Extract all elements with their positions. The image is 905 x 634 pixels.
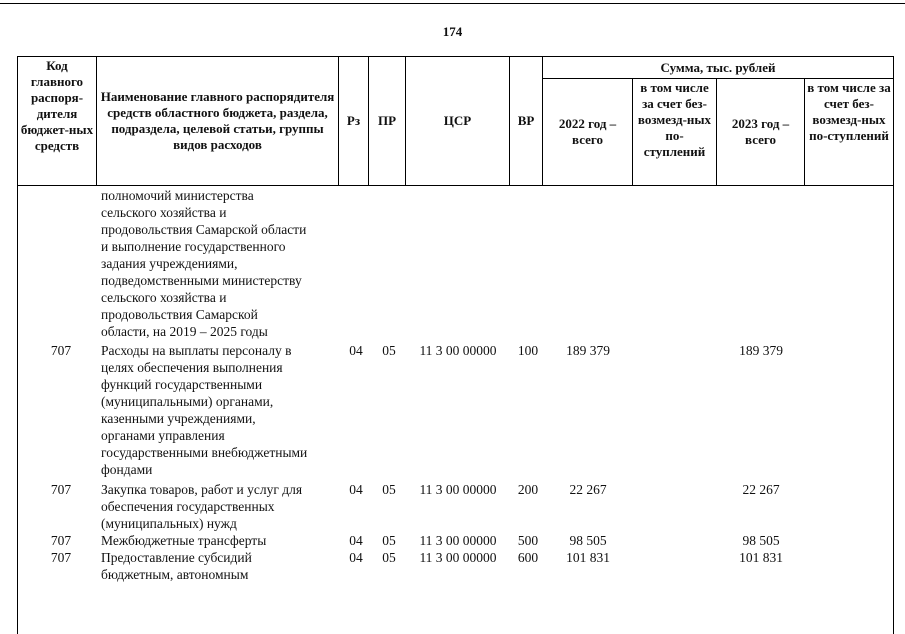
row-2-pr: 05 [382,482,396,497]
header-2022-free: в том числе за счет без-возмезд-ных по-ступлений [633,79,717,186]
row-4-csr: 11 3 00 00000 [419,550,497,565]
row-4-vr: 600 [517,550,539,565]
row-3-code: 707 [50,533,72,548]
row-1-pr: 05 [382,343,396,358]
row-1-vr: 100 [517,343,539,358]
table-right-border [893,186,894,634]
row-4-sum-2023: 101 831 [739,550,783,565]
header-pr: ПР [369,57,406,186]
row-1-rz: 04 [349,343,363,358]
row-1-sum-2023: 189 379 [739,343,783,358]
header-vr: ВР [510,57,543,186]
row-1-code: 707 [50,343,72,358]
row-4-pr: 05 [382,550,396,565]
header-2022-total: 2022 год – всего [543,79,633,186]
table-header [17,56,894,186]
row-2-csr: 11 3 00 00000 [419,482,497,497]
row-3-csr: 11 3 00 00000 [419,533,497,548]
row-4-sum-2022: 101 831 [566,550,610,565]
continued-row-text: полномочий министерства сельского хозяйства и продовольствия Самарской области и выполнение государственного задания учреждениями, подведомственными министерству сельского хозяйства и продовольствия Самарской области, на 2019 – 2025 годы [101,188,307,339]
row-3-vr: 500 [517,533,539,548]
row-2-vr: 200 [517,482,539,497]
row-2-code: 707 [50,482,72,497]
row-2-sum-2022: 22 267 [569,482,607,497]
row-3-sum-2023: 98 505 [742,533,780,548]
top-rule [0,3,905,4]
row-3-sum-2022: 98 505 [569,533,607,548]
header-sum: Сумма, тыс. рублей [543,57,894,79]
row-4-name: Предоставление субсидий бюджетным, автономным [101,550,252,582]
header-name: Наименование главного распорядителя средств областного бюджета, раздела, подраздела, целевой статьи, группы видов расходов [97,57,339,186]
row-1-name: Расходы на выплаты персоналу в целях обеспечения выполнения функций государственными (муниципальными) органами, казенными учреждениями, органами управления государственными внебюджетными фондами [101,343,308,477]
row-1-csr: 11 3 00 00000 [419,343,497,358]
table-left-border [17,186,18,634]
row-4-rz: 04 [349,550,363,565]
row-1-sum-2022: 189 379 [566,343,610,358]
header-2023-free: в том числе за счет без-возмезд-ных по-ступлений [805,79,894,186]
row-2-rz: 04 [349,482,363,497]
header-csr: ЦСР [406,57,510,186]
row-2-sum-2023: 22 267 [742,482,780,497]
row-3-name: Межбюджетные трансферты [101,533,267,548]
header-2023-total: 2023 год – всего [717,79,805,186]
row-3-pr: 05 [382,533,396,548]
header-code: Код главного распоря-дителя бюджет-ных средств [18,57,97,186]
row-2-name: Закупка товаров, работ и услуг для обеспечения государственных (муниципальных) нужд [101,482,303,531]
row-4-code: 707 [50,550,72,565]
row-3-rz: 04 [349,533,363,548]
header-rz: Рз [339,57,369,186]
page-number: 174 [442,24,463,39]
